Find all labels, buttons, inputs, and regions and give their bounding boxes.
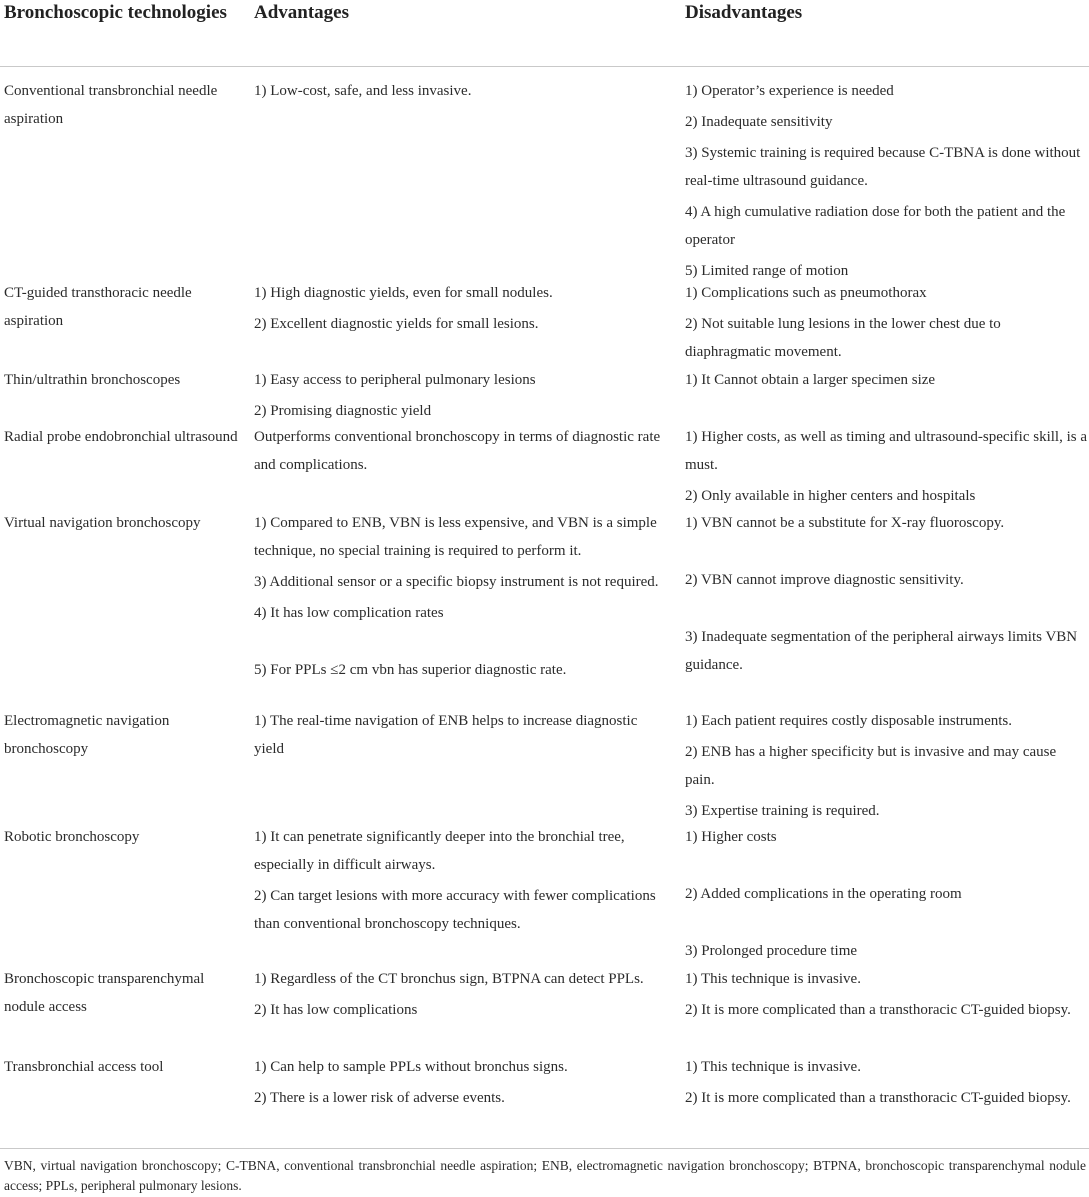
disadvantages-cell: [685, 77, 1087, 288]
advantage-item: 4) It has low complication rates: [254, 605, 444, 621]
disadvantage-item: 3) Expertise training is required.: [685, 803, 880, 819]
advantage-item: 1) It can penetrate significantly deeper into the bronchial tree, especially in difficult airways.: [254, 829, 625, 873]
header-technology: Bronchoscopic technologies: [4, 2, 227, 23]
advantages-cell: [254, 707, 664, 766]
disadvantage-item: 1) Each patient requires costly disposable instruments.: [685, 713, 1013, 729]
disadvantage-item: 2) ENB has a higher specificity but is invasive and may cause pain.: [685, 744, 1057, 788]
advantage-item: 5) For PPLs ≤2 cm vbn has superior diagnostic rate.: [254, 662, 567, 678]
advantages-cell: [254, 1053, 664, 1115]
advantages-cell: [254, 823, 664, 941]
advantage-item: 3) Additional sensor or a specific biopsy instrument is not required.: [254, 574, 659, 590]
technology-cell: Electromagnetic navigation bronchoscopy: [4, 713, 170, 757]
advantage-item: 1) Low-cost, safe, and less invasive.: [254, 83, 472, 99]
advantage-item: 2) Excellent diagnostic yields for small lesions.: [254, 316, 539, 332]
disadvantage-item: 1) This technique is invasive.: [685, 1059, 861, 1075]
disadvantage-item: 2) It is more complicated than a transthoracic CT-guided biopsy.: [685, 1002, 1071, 1018]
technology-cell: Robotic bronchoscopy: [4, 829, 140, 845]
disadvantages-cell: [685, 1053, 1087, 1115]
advantage-item: 1) Regardless of the CT bronchus sign, BTPNA can detect PPLs.: [254, 971, 644, 987]
advantages-cell: [254, 279, 664, 341]
disadvantage-item: 3) Inadequate segmentation of the peripheral airways limits VBN guidance.: [685, 629, 1078, 673]
disadvantages-cell: [685, 423, 1087, 513]
advantage-item: Outperforms conventional bronchoscopy in terms of diagnostic rate and complications.: [254, 429, 661, 473]
disadvantage-item: 1) VBN cannot be a substitute for X-ray fluoroscopy.: [685, 515, 1005, 531]
disadvantages-cell: [685, 366, 1087, 397]
advantage-item: 2) Promising diagnostic yield: [254, 403, 432, 419]
table-bottom-rule: [0, 1148, 1089, 1149]
technology-cell: Thin/ultrathin bronchoscopes: [4, 372, 181, 388]
advantage-item: 1) Compared to ENB, VBN is less expensive, and VBN is a simple technique, no special training is required to perform it.: [254, 515, 657, 559]
disadvantage-item: 1) This technique is invasive.: [685, 971, 861, 987]
technology-cell: Conventional transbronchial needle aspiration: [4, 83, 218, 127]
technology-cell: Bronchoscopic transparenchymal nodule access: [4, 971, 205, 1015]
technology-cell: CT-guided transthoracic needle aspiration: [4, 285, 192, 329]
disadvantage-item: 5) Limited range of motion: [685, 263, 849, 279]
disadvantages-cell: [685, 509, 1087, 682]
advantage-item: 2) It has low complications: [254, 1002, 418, 1018]
disadvantage-item: 1) Higher costs, as well as timing and ultrasound-specific skill, is a must.: [685, 429, 1088, 473]
header-disadvantages: Disadvantages: [685, 2, 803, 23]
advantages-cell: [254, 77, 664, 108]
table-footnote: VBN, virtual navigation bronchoscopy; C-TBNA, conventional transbronchial needle aspiration; ENB, electromagnetic navigation bronchoscopy; BTPNA, bronchoscopic transparenchymal nodule access; PPLs, peripheral pulmonary lesions.: [4, 1158, 1086, 1193]
technology-cell: Radial probe endobronchial ultrasound: [4, 429, 238, 445]
advantages-cell: [254, 509, 664, 687]
disadvantage-item: 3) Prolonged procedure time: [685, 943, 858, 959]
advantage-item: 1) Easy access to peripheral pulmonary lesions: [254, 372, 536, 388]
disadvantage-item: 2) VBN cannot improve diagnostic sensitivity.: [685, 572, 964, 588]
disadvantage-item: 2) Added complications in the operating room: [685, 886, 962, 902]
advantages-cell: [254, 423, 664, 482]
technology-cell: Transbronchial access tool: [4, 1059, 164, 1075]
advantages-cell: [254, 366, 664, 428]
disadvantages-cell: [685, 823, 1087, 968]
disadvantage-item: 1) Complications such as pneumothorax: [685, 285, 927, 301]
disadvantages-cell: [685, 965, 1087, 1027]
table-header: [0, 0, 1089, 67]
disadvantage-item: 2) Not suitable lung lesions in the lower chest due to diaphragmatic movement.: [685, 316, 1001, 360]
advantage-item: 1) The real-time navigation of ENB helps to increase diagnostic yield: [254, 713, 638, 757]
disadvantage-item: 2) Only available in higher centers and hospitals: [685, 488, 976, 504]
disadvantages-cell: [685, 707, 1087, 828]
disadvantage-item: 3) Systemic training is required because C-TBNA is done without real-time ultrasound guidance.: [685, 145, 1081, 189]
disadvantage-item: 4) A high cumulative radiation dose for both the patient and the operator: [685, 204, 1066, 248]
disadvantage-item: 1) Higher costs: [685, 829, 777, 845]
disadvantage-item: 1) Operator’s experience is needed: [685, 83, 894, 99]
advantages-cell: [254, 965, 664, 1027]
disadvantages-cell: [685, 279, 1087, 369]
disadvantage-item: 2) Inadequate sensitivity: [685, 114, 833, 130]
advantage-item: 2) There is a lower risk of adverse events.: [254, 1090, 505, 1106]
advantage-item: 1) High diagnostic yields, even for small nodules.: [254, 285, 553, 301]
technology-cell: Virtual navigation bronchoscopy: [4, 515, 201, 531]
disadvantage-item: 2) It is more complicated than a transthoracic CT-guided biopsy.: [685, 1090, 1071, 1106]
disadvantage-item: 1) It Cannot obtain a larger specimen size: [685, 372, 936, 388]
advantage-item: 2) Can target lesions with more accuracy with fewer complications than conventional bronchoscopy techniques.: [254, 888, 656, 932]
advantage-item: 1) Can help to sample PPLs without bronchus signs.: [254, 1059, 568, 1075]
header-advantages: Advantages: [254, 2, 350, 23]
